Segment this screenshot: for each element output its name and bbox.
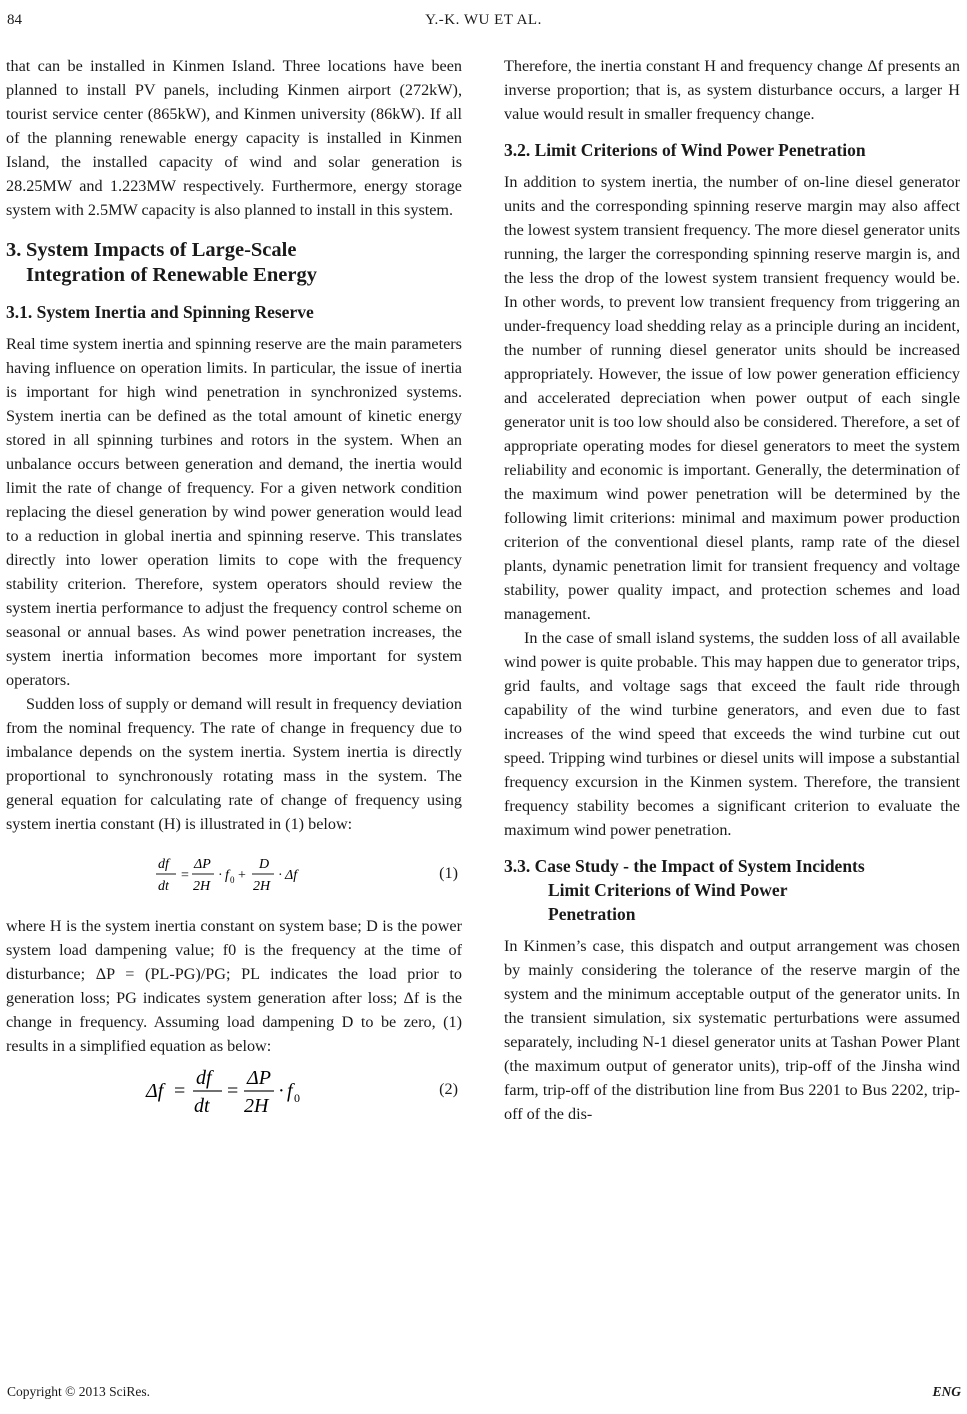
eq1-dt: dt xyxy=(158,879,169,894)
paragraph-inverse-proportion: Therefore, the inertia constant H and frequency change Δf presents an inverse proportion; that is, as system disturbance occurs, a larger H value would result in smaller frequency change. xyxy=(504,57,960,123)
copyright-notice: Copyright © 2013 SciRes. xyxy=(7,1384,151,1399)
eq1-2h: 2H xyxy=(193,879,211,894)
eq1-subscript-0: 0 xyxy=(230,875,235,885)
paragraph-kinmen-case: In Kinmen’s case, this dispatch and output arrangement was chosen by mainly considering the tolerance of the reserve margin of the system and the minimum acceptable output of the generator units. In the transient simulation, six systematic perturbations were assumed separately, including N-1 diesel generator units at Tashan Power Plant (the maximum output of generator units), trip-off of the Jinsha wind farm, trip-off of the distribution line from Bus 2201 to Bus 2202, trip-off of the dis- xyxy=(504,937,960,1123)
eq2-equals: = xyxy=(174,1080,186,1102)
eq1-df: df xyxy=(158,857,169,872)
eq1-equals: = xyxy=(181,868,189,883)
equation-2 xyxy=(6,1064,462,1116)
equation-2-formula xyxy=(6,1064,462,1120)
eq2-f0: f xyxy=(287,1080,293,1102)
eq2-equals-2: = xyxy=(227,1080,239,1102)
paragraph-where-h: where H is the system inertia constant on system base; D is the power system load dampening value; f0 is the frequency at the time of disturbance; ΔP = (PL-PG)/PG; PL indicates the load prior to generation loss; PG indicates system generation after loss; Δf is the change in frequency. Assuming load dampening D to be zero, (1) results in a simplified equation as below: xyxy=(6,917,462,1055)
paragraph-inertia: Real time system inertia and spinning reserve are the main parameters having influence on operation limits. In particular, the issue of inertia is important for high wind penetration in synchronized systems. System inertia can be defined as the total amount of kinetic energy stored in all spinning turbines and rotors in the system. When an unbalance occurs between generation and demand, the inertia would limit the rate of change of frequency. For a given network condition replacing the diesel generation by wind power generation would lead to a reduction in global inertia and spinning reserve. This translates directly into lower operation limits to cope with the frequency stability criterion. Therefore, system operators should review the system inertia performance to adjust the frequency control scheme on seasonal or annual bases. As wind power penetration increases, the system inertia information becomes more important for system operators. xyxy=(6,335,462,689)
eq1-dot-2: · xyxy=(278,868,283,883)
page-number: 84 xyxy=(7,12,22,28)
eq2-2h: 2H xyxy=(244,1095,269,1117)
equation-1-number: (1) xyxy=(439,864,458,882)
eq2-subscript-0: 0 xyxy=(294,1091,300,1105)
subsection-3-1-heading: 3.1. System Inertia and Spinning Reserve xyxy=(6,302,314,322)
section-3-number: 3. xyxy=(6,239,22,261)
page-header xyxy=(0,12,967,34)
eq2-dt: dt xyxy=(194,1095,210,1117)
eq1-dot: · xyxy=(218,868,223,883)
equation-1-formula xyxy=(6,848,462,900)
left-column xyxy=(6,54,462,1130)
journal-abbreviation: ENG xyxy=(932,1384,961,1399)
right-column xyxy=(504,54,960,1126)
subsection-3-3-heading xyxy=(504,854,960,926)
eq1-d: D xyxy=(259,857,270,872)
eq1-delta-p: ΔP xyxy=(194,857,211,872)
eq1-f0: f xyxy=(225,868,229,883)
eq1-2h-b: 2H xyxy=(253,879,271,894)
section-3-heading xyxy=(6,238,462,288)
paragraph-pv-locations: that can be installed in Kinmen Island. Three locations have been planned to install PV panels, including Kinmen airport (272kW), tourist service center (865kW), and Kinmen university (86kW). If all of the planning renewable energy capacity is installed in Kinmen Island, the installed capacity of wind and solar generation is 28.25MW and 1.223MW respectively. Furthermore, energy storage system with 2.5MW capacity is also planned to install in this system. xyxy=(6,57,462,219)
eq2-dot: · xyxy=(278,1080,285,1102)
section-3-title-line1: System Impacts of Large-Scale xyxy=(26,239,297,261)
subsection-3-3-line1: 3.3. Case Study - the Impact of System Incidents xyxy=(504,856,865,876)
subsection-3-2-heading: 3.2. Limit Criterions of Wind Power Penetration xyxy=(504,140,866,160)
eq1-delta-f: Δf xyxy=(285,868,298,883)
running-title: Y.-K. WU ET AL. xyxy=(425,12,542,28)
subsection-3-3-line3: Penetration xyxy=(548,904,636,924)
subsection-3-3-line2: Limit Criterions of Wind Power xyxy=(548,880,788,900)
equation-2-number: (2) xyxy=(439,1080,458,1098)
paragraph-small-island: In the case of small island systems, the sudden loss of all available wind power is quite probable. This may happen due to generator trips, grid faults, and voltage sags that exceed the fault ride through capability of the wind turbine generators, and even due to fast increases of the wind speed that exceeds the wind turbine cut out speed. Tripping wind turbines or diesel units will impose a substantial frequency excursion in the Kinmen system. Therefore, the transient frequency stability becomes a significant criterion to evaluate the maximum wind power penetration. xyxy=(504,629,960,839)
eq2-df: df xyxy=(196,1067,212,1089)
section-3-title-line2: Integration of Renewable Energy xyxy=(26,264,317,286)
paragraph-frequency-deviation: Sudden loss of supply or demand will result in frequency deviation from the nominal frequency. The rate of change in frequency due to imbalance depends on the system inertia. System inertia is directly proportional to synchronously rotating mass in the system. The general equation for calculating rate of change of frequency using system inertia constant (H) is illustrated in (1) below: xyxy=(6,695,462,833)
eq1-plus: + xyxy=(238,868,246,883)
equation-1 xyxy=(6,848,462,900)
eq2-delta-f: Δf xyxy=(146,1080,164,1102)
eq2-delta-p: ΔP xyxy=(247,1067,271,1089)
paragraph-limit-criterions: In addition to system inertia, the number of on-line diesel generator units and the corresponding spinning reserve margin may also affect the lowest system transient frequency. The more diesel generator units running, the larger the corresponding spinning reserve margin is, and the less the drop of the lowest system transient frequency would be. In other words, to prevent low transient frequency from triggering an under-frequency load shedding relay as a principle during an incident, the number of running diesel generator units should be increased appropriately. However, the issue of low power generation efficiency and accelerated depreciation when power output of each single generator unit is too low should also be considered. Therefore, a set of appropriate operating modes for diesel generators to meet the system reliability and economic is important. Generally, the determination of the maximum wind power penetration will be determined by the following limit criterions: minimal and maximum power production criterion of the conventional diesel plants, ramp rate of the diesel plants, dynamic penetration limit for transient frequency and voltage stability, power quality impact, and protection schemes and load management. xyxy=(504,173,960,623)
